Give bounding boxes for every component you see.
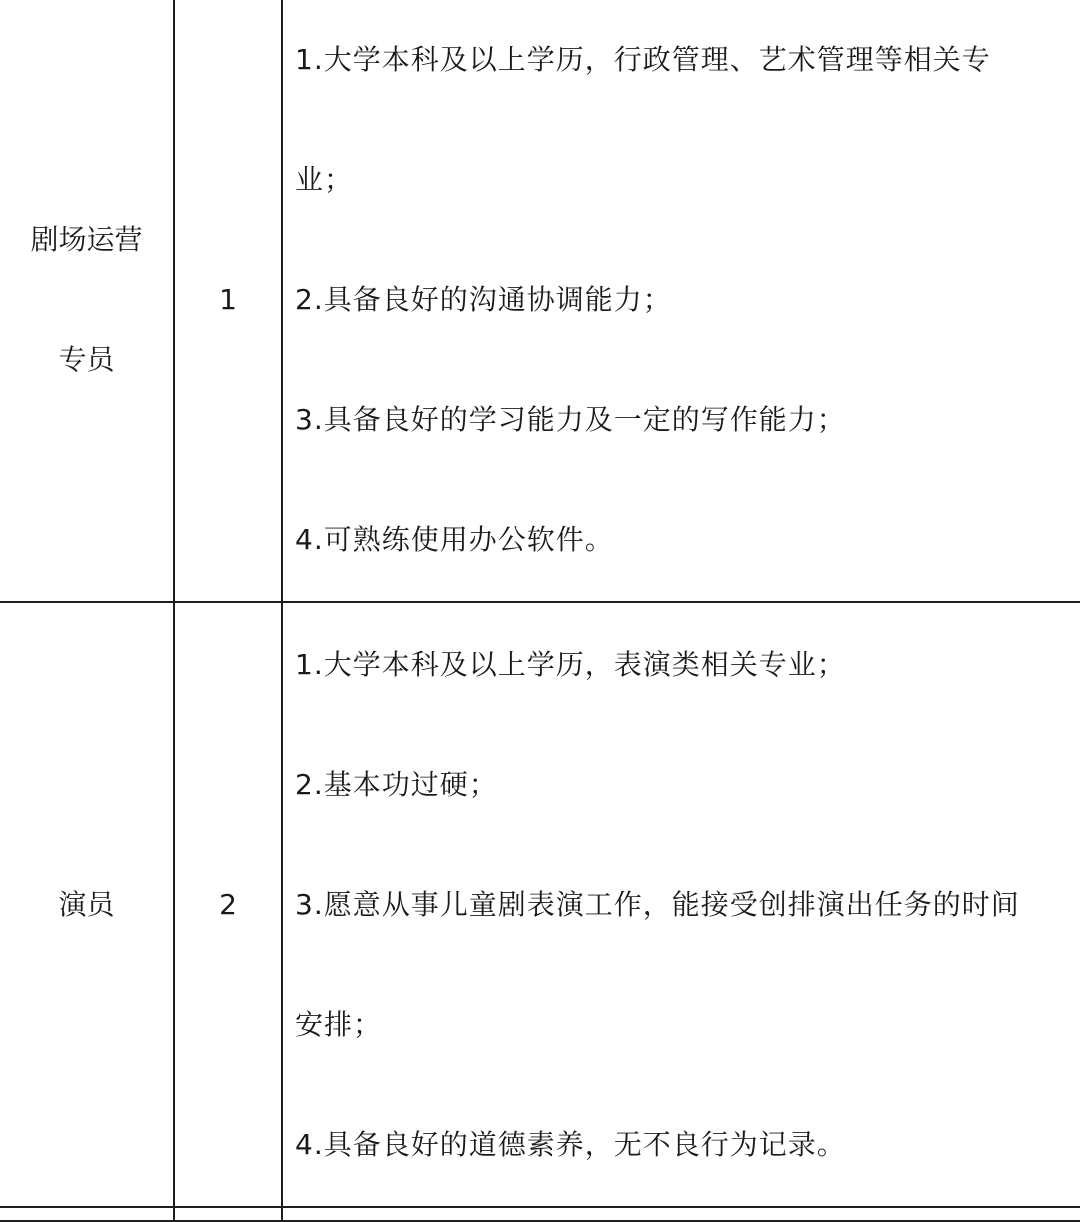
position-cell xyxy=(0,0,174,602)
requirement-line: 4.可熟练使用办公软件。 xyxy=(295,522,614,556)
table-row xyxy=(0,0,1080,602)
requirement-line: 3.愿意从事儿童剧表演工作，能接受创排演出任务的时间 xyxy=(295,887,1020,921)
position-name: 专员 xyxy=(58,342,115,376)
requirement-line: 1.大学本科及以上学历，行政管理、艺术管理等相关专 xyxy=(295,42,991,76)
headcount-cell: 2 xyxy=(174,602,282,1207)
position-name: 剧场运营 xyxy=(30,222,143,256)
position-cell xyxy=(0,602,174,1207)
requirement-line: 2.具备良好的沟通协调能力； xyxy=(295,282,672,316)
requirement-line: 3.具备良好的学习能力及一定的写作能力； xyxy=(295,402,846,436)
table-row xyxy=(0,602,1080,1207)
requirements-cell xyxy=(282,0,1080,602)
requirement-line: 4.具备良好的道德素养，无不良行为记录。 xyxy=(295,1127,846,1161)
position-name: 演员 xyxy=(58,887,115,921)
requirement-line: 2.基本功过硬； xyxy=(295,767,498,801)
requirements-cell xyxy=(282,602,1080,1207)
requirement-line: 1.大学本科及以上学历，表演类相关专业； xyxy=(295,647,846,681)
requirement-line: 安排； xyxy=(295,1007,383,1041)
headcount-cell: 1 xyxy=(174,0,282,602)
requirement-line: 业； xyxy=(295,162,354,196)
